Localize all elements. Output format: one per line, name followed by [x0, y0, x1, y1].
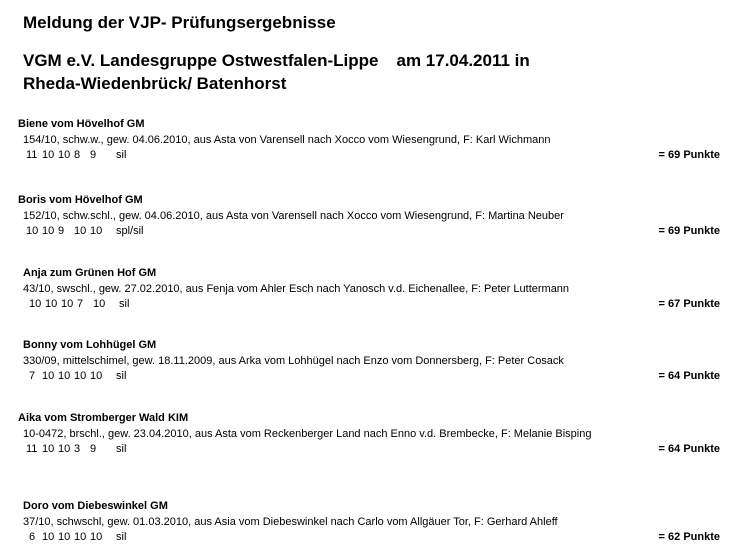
exam-location: Rheda-Wiedenbrück/ Batenhorst	[23, 74, 287, 93]
exam-date: am 17.04.2011 in	[396, 51, 530, 70]
dog-details: 43/10, swschl., gew. 27.02.2010, aus Fenja vom Ahler Esch nach Yanosch v.d. Eichenallee, F: Peter Luttermann	[23, 283, 570, 295]
score-value: 10	[26, 225, 39, 237]
score-value: 10	[74, 370, 87, 382]
organization: VGM e.V. Landesgruppe Ostwestfalen-Lippe	[23, 51, 379, 70]
score-value: 10	[42, 149, 55, 161]
page-title: Meldung der VJP- Prüfungsergebnisse	[23, 13, 336, 32]
score-value: 10	[42, 531, 55, 543]
score-value: 10	[90, 225, 103, 237]
grade: sil	[116, 443, 127, 455]
grade: sil	[116, 531, 127, 543]
score-row	[29, 298, 129, 310]
dog-name: Bonny vom Lohhügel GM	[23, 339, 157, 351]
score-value: 10	[61, 298, 74, 310]
dog-name: Doro vom Diebeswinkel GM	[23, 500, 168, 512]
total-points: = 69 Punkte	[658, 225, 720, 237]
score-row	[29, 370, 126, 382]
score-value: 11	[26, 443, 38, 455]
dog-name: Boris vom Hövelhof GM	[18, 194, 143, 206]
result-entry	[0, 500, 755, 560]
score-value: 10	[58, 370, 71, 382]
score-row	[26, 225, 144, 237]
score-value: 8	[74, 149, 81, 161]
score-value: 10	[58, 531, 71, 543]
score-value: 9	[90, 149, 97, 161]
total-points: = 69 Punkte	[658, 149, 720, 161]
dog-name: Biene vom Hövelhof GM	[18, 118, 145, 130]
score-value: 10	[58, 443, 71, 455]
score-value: 7	[77, 298, 84, 310]
result-entry	[0, 194, 755, 254]
score-value: 9	[58, 225, 65, 237]
result-entry	[0, 118, 755, 178]
score-value: 6	[29, 531, 36, 543]
score-value: 10	[42, 370, 55, 382]
score-value: 10	[93, 298, 106, 310]
result-entry	[0, 412, 755, 472]
score-value: 10	[90, 531, 103, 543]
dog-name: Aika vom Stromberger Wald KIM	[18, 412, 189, 424]
grade: sil	[119, 298, 130, 310]
total-points: = 62 Punkte	[658, 531, 720, 543]
dog-details: 37/10, schwschl, gew. 01.03.2010, aus Asia vom Diebeswinkel nach Carlo vom Allgäuer Tor, F: Gerhard Ahleff	[23, 516, 558, 528]
score-value: 10	[74, 531, 87, 543]
score-value: 10	[29, 298, 42, 310]
dog-details: 152/10, schw.schl., gew. 04.06.2010, aus Asta von Varensell nach Xocco vom Wiesengrund, F: Martina Neuber	[23, 210, 564, 222]
result-entry	[0, 267, 755, 327]
score-row	[26, 149, 126, 161]
score-value: 9	[90, 443, 97, 455]
dog-details: 10-0472, brschl., gew. 23.04.2010, aus Asta vom Reckenberger Land nach Enno v.d. Brembecke, F: Melanie Bisping	[23, 428, 592, 440]
score-value: 3	[74, 443, 81, 455]
total-points: = 64 Punkte	[658, 443, 720, 455]
score-value: 7	[29, 370, 36, 382]
score-row	[29, 531, 126, 543]
dog-details: 154/10, schw.w., gew. 04.06.2010, aus Asta von Varensell nach Xocco vom Wiesengrund, F: Karl Wichmann	[23, 134, 551, 146]
score-row	[26, 443, 126, 455]
score-value: 10	[74, 225, 87, 237]
result-entry	[0, 339, 755, 399]
score-value: 11	[26, 149, 38, 161]
score-value: 10	[42, 443, 55, 455]
score-value: 10	[42, 225, 55, 237]
score-value: 10	[45, 298, 58, 310]
grade: sil	[116, 370, 127, 382]
total-points: = 67 Punkte	[658, 298, 720, 310]
score-value: 10	[58, 149, 71, 161]
dog-details: 330/09, mittelschimel, gew. 18.11.2009, aus Arka vom Lohhügel nach Enzo vom Donnersberg, F: Peter Cosack	[23, 355, 564, 367]
grade: sil	[116, 149, 127, 161]
page-subtitle	[23, 49, 530, 95]
score-value: 10	[90, 370, 103, 382]
grade: spl/sil	[116, 225, 144, 237]
total-points: = 64 Punkte	[658, 370, 720, 382]
dog-name: Anja zum Grünen Hof GM	[23, 267, 157, 279]
